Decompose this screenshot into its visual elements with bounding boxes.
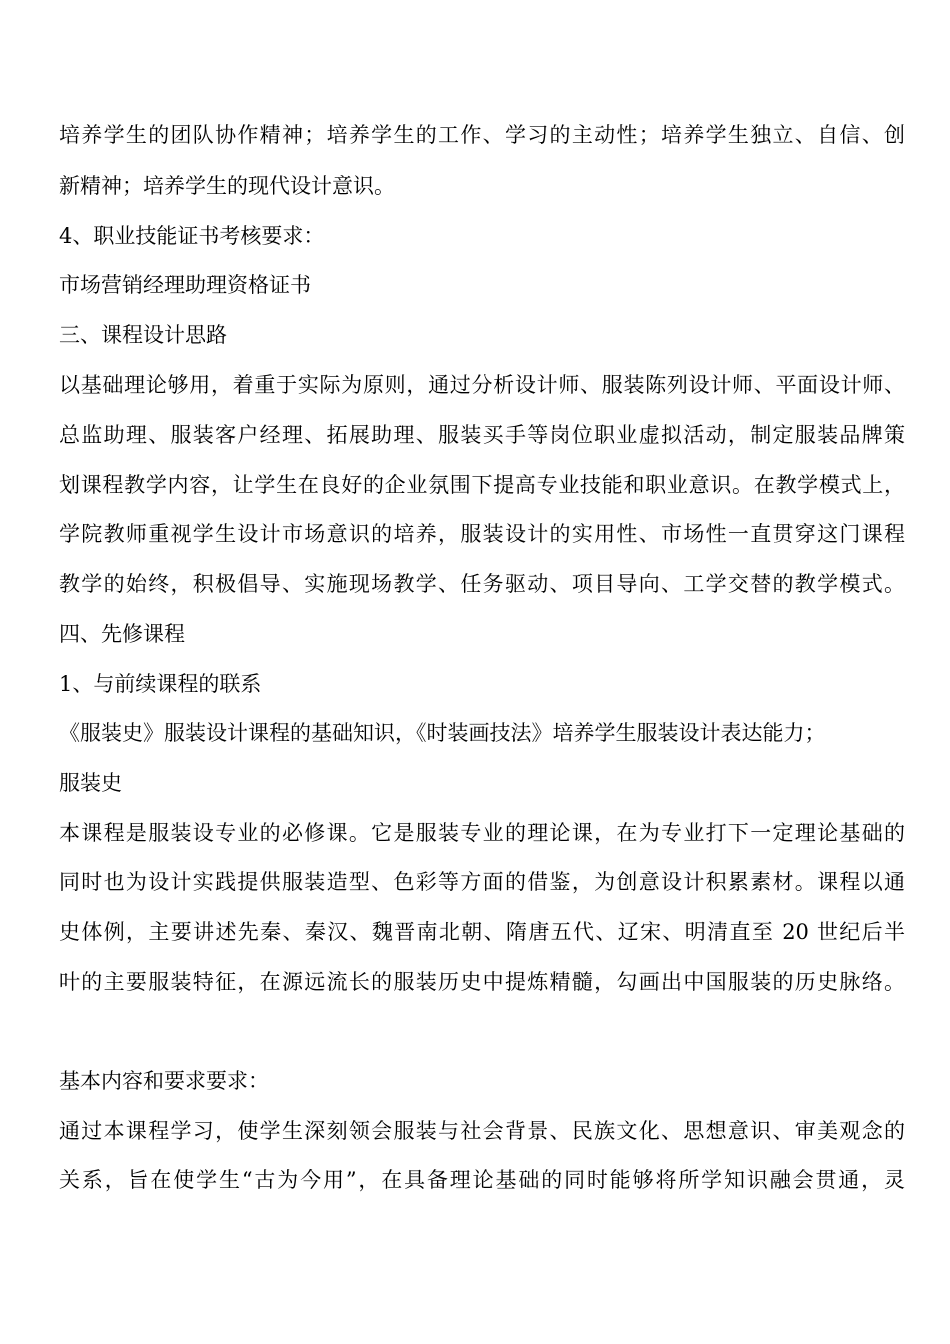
text-line: 本课程是服装设专业的必修课。它是服装专业的理论课，在为专业打下一定理论基础的 <box>59 821 905 845</box>
text-line: 同时也为设计实践提供服装造型、色彩等方面的借鉴，为创意设计积累素材。课程以通 <box>59 870 905 894</box>
text-line: 培养学生的团队协作精神；培养学生的工作、学习的主动性；培养学生独立、自信、创 <box>59 123 905 147</box>
text-line: 新精神；培养学生的现代设计意识。 <box>59 174 395 198</box>
text-line: 市场营销经理助理资格证书 <box>59 273 311 297</box>
text-line: 《服装史》服装设计课程的基础知识，《时装画技法》培养学生服装设计表达能力； <box>59 721 826 745</box>
section-heading: 1、与前续课程的联系 <box>59 672 262 696</box>
section-heading: 4、职业技能证书考核要求： <box>59 224 325 248</box>
text-line: 通过本课程学习，使学生深刻领会服装与社会背景、民族文化、思想意识、审美观念的 <box>59 1119 905 1143</box>
text-line: 总监助理、服装客户经理、拓展助理、服装买手等岗位职业虚拟活动，制定服装品牌策 <box>59 423 905 447</box>
section-heading: 三、课程设计思路 <box>59 323 227 347</box>
subheading: 基本内容和要求要求： <box>59 1069 269 1093</box>
text-line: 关系，旨在使学生“古为今用”，在具备理论基础的同时能够将所学知识融会贯通，灵 <box>59 1168 905 1192</box>
text-line: 以基础理论够用，着重于实际为原则，通过分析设计师、服装陈列设计师、平面设计师、 <box>59 373 905 397</box>
text-line: 叶的主要服装特征，在源远流长的服装历史中提炼精髓，勾画出中国服装的历史脉络。 <box>59 970 905 994</box>
text-line: 教学的始终，积极倡导、实施现场教学、任务驱动、项目导向、工学交替的教学模式。 <box>59 572 905 596</box>
text-line: 学院教师重视学生设计市场意识的培养，服装设计的实用性、市场性一直贯穿这门课程 <box>59 522 905 546</box>
subheading: 服装史 <box>59 771 122 795</box>
text-line: 划课程教学内容，让学生在良好的企业氛围下提高专业技能和职业意识。在教学模式上， <box>59 473 905 497</box>
section-heading: 四、先修课程 <box>59 622 185 646</box>
text-line: 史体例，主要讲述先秦、秦汉、魏晋南北朝、隋唐五代、辽宋、明清直至 20 世纪后半 <box>59 920 905 944</box>
